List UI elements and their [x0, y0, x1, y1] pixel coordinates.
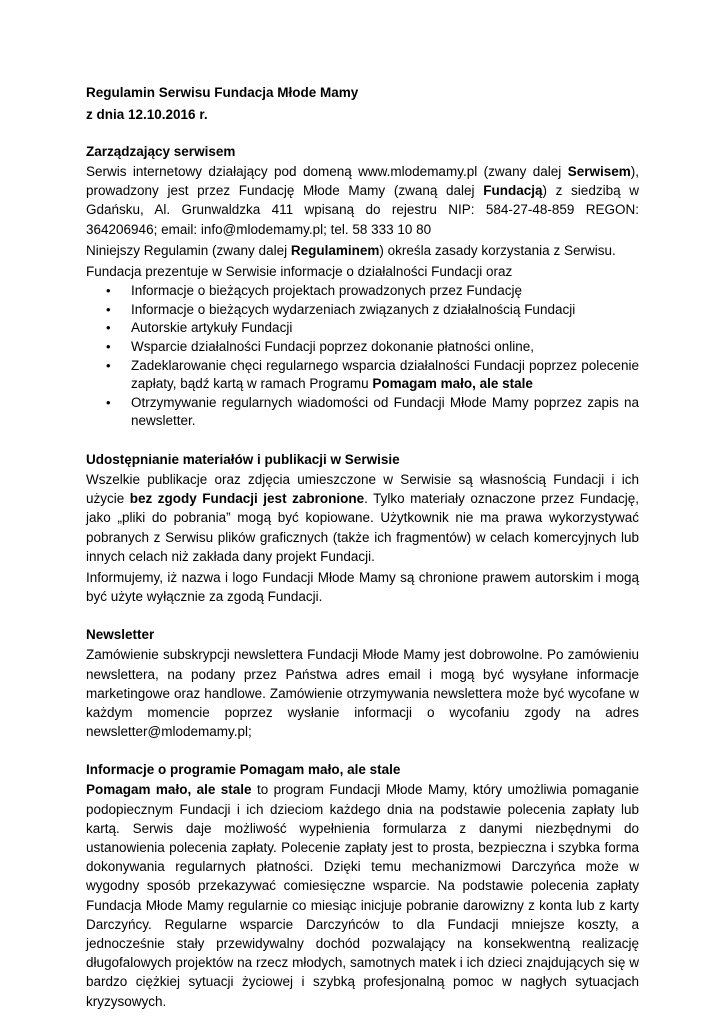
bullet-icon: •: [106, 394, 111, 410]
section-program: [86, 760, 639, 1010]
document-title: Regulamin Serwisu Fundacja Młode Mamy: [86, 85, 359, 100]
bold-term: Fundacją: [483, 183, 543, 199]
list-item: [86, 282, 639, 301]
bullet-icon: •: [106, 339, 111, 354]
list-item: [86, 357, 639, 394]
list-item: [86, 338, 639, 357]
text-run: ) z siedzibą w Gdańsku, Al. Grunwaldzka 411 wpisaną do rejestru NIP: 584-27-48-859 REGON: 364206946; email: info@mlodemamy.pl; tel. 58 333 10 80: [86, 183, 639, 237]
paragraph: [86, 241, 639, 260]
paragraph: Informujemy, iż nazwa i logo Fundacji Młode Mamy są chronione prawem autorskim i mogą być użyte wyłącznie za zgodą Fundacji.: [86, 569, 639, 605]
bullet-icon: •: [106, 320, 111, 336]
bold-term: Pomagam mało, ale stale: [86, 782, 252, 798]
document-date: z dnia 12.10.2016 r.: [86, 107, 208, 122]
bullet-icon: •: [106, 301, 111, 317]
bold-term: Pomagam mało, ale stale: [372, 376, 533, 392]
list-item: [86, 319, 639, 338]
section-newsletter: [86, 625, 639, 741]
bullet-icon: •: [106, 283, 111, 299]
section-title: Udostępnianie materiałów i publikacji w Serwisie: [86, 451, 400, 467]
section-title: Newsletter: [86, 627, 155, 643]
document-page: [86, 82, 639, 1011]
text-run: Niniejszy Regulamin (zwany dalej: [86, 242, 291, 258]
list-item-text: Wsparcie działalności Fundacji poprzez dokonanie płatności online,: [131, 339, 534, 354]
text-run: Wszelkie publikacje oraz zdjęcia umieszczone w Serwisie są własnością Fundacji i ich użycie: [86, 471, 639, 507]
text-run: ), prowadzony jest przez Fundację Młode Mamy (zwaną dalej: [86, 164, 639, 199]
section-title: Zarządzający serwisem: [86, 144, 236, 159]
list-item-text: Otrzymywanie regularnych wiadomości od Fundacji Młode Mamy poprzez zapis na newsletter.: [131, 394, 639, 429]
paragraph: Fundacja prezentuje w Serwisie informacje o działalności Fundacji oraz: [86, 264, 513, 280]
text-run: ) określa zasady korzystania z Serwisu.: [379, 242, 616, 258]
text-run: Serwis internetowy działający pod domeną www.mlodemamy.pl (zwany dalej: [86, 164, 568, 179]
bullet-icon: •: [106, 357, 111, 373]
paragraph: Zamówienie subskrypcji newslettera Fundacji Młode Mamy jest dobrowolne. Po zamówieniu newslettera, na podany przez Państwa adres email i mogą być wysyłane informacje marketingowe oraz handlowe. Zamówienie otrzymywania newslettera może być wycofane w każdym momencie poprzez wysłanie informacji o wycofaniu zgody na adres newsletter@mlodemamy.pl;: [86, 647, 639, 740]
paragraph: [86, 780, 639, 1010]
list-item: [86, 301, 639, 320]
bullet-list: [86, 282, 639, 431]
paragraph: [86, 162, 639, 239]
list-item-text: Informacje o bieżących projektach prowadzonych przez Fundację: [131, 283, 522, 299]
paragraph: [86, 470, 639, 566]
list-item-text: Zadeklarowanie chęci regularnego wsparcia działalności Fundacji poprzez polecenie zapłaty, bądź kartą w ramach Programu: [131, 357, 639, 392]
section-title: Informacje o programie Pomagam mało, ale stale: [86, 762, 401, 778]
bold-term: Regulaminem: [290, 242, 380, 258]
text-run: to program Fundacji Młode Mamy, który umożliwia pomaganie podopiecznym Fundacji i ich dzieciom każdego dnia na podstawie polecenia zapłaty lub kartą. Serwis daje możliwość wypełnienia formularza z danymi niezbędnymi do ustanowienia polecenia zapłaty. Polecenie zapłaty jest to prosta, bezpieczna i szybka forma dokonywania regularnych płatności. Dzięki temu mechanizmowi Darczyńca może w wygodny sposób przekazywać comiesięczne wsparcie. Na podstawie polecenia zapłaty Fundacja Młode Mamy regularnie co miesiąc inicjuje pobranie darowizny z konta lub z karty Darczyńcy. Regularne wsparcie Darczyńców to dla Fundacji mniejsze koszty, a jednocześnie stały przewidywalny dochód pozwalający na konsekwentną realizację długofalowych projektów na rzecz młodych, samotnych matek i ich dzieci znajdujących się w bardzo ciężkiej sytuacji życiowej i szybką profesjonalną pomoc w nagłych sytuacjach kryzysowych.: [86, 782, 639, 1009]
bold-term: bez zgody Fundacji jest zabronione: [129, 491, 365, 507]
section-materials: [86, 450, 639, 606]
list-item-text: Informacje o bieżących wydarzeniach związanych z działalnością Fundacji: [131, 301, 576, 317]
list-item: [86, 394, 639, 431]
section-managing: [86, 142, 639, 431]
list-item-text: Autorskie artykuły Fundacji: [131, 320, 293, 336]
bold-term: Serwisem: [567, 164, 631, 179]
text-run: . Tylko materiały oznaczone przez Fundację, jako „pliki do pobrania” mogą być kopiowane. Użytkownik nie ma prawa wykorzystywać pobranych z Serwisu plików graficznych (także ich fragmentów) w celach komercyjnych lub innych celach niż zakłada dany projekt Fundacji.: [86, 491, 639, 564]
